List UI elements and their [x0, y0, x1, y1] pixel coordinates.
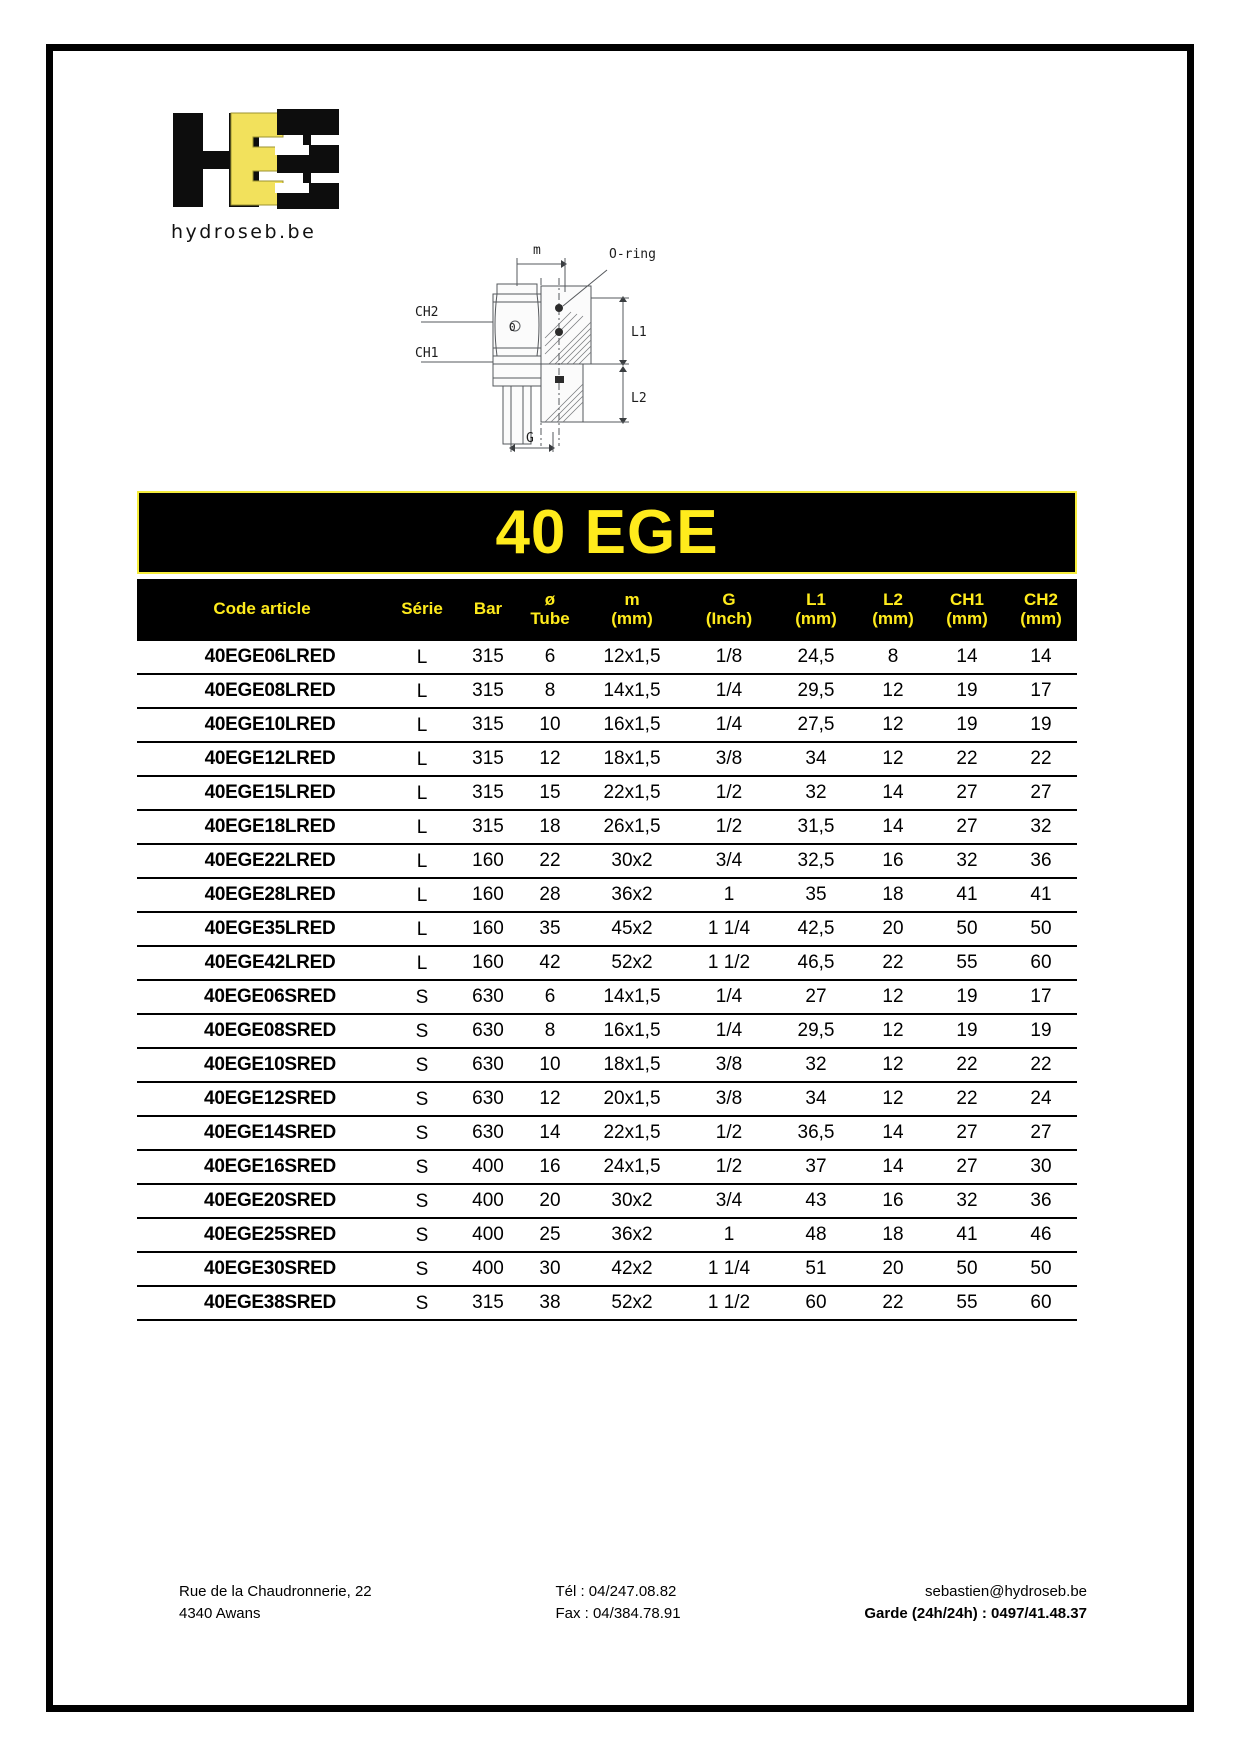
cell-ch2: 17 — [1005, 674, 1077, 708]
cell-ch2: 17 — [1005, 980, 1077, 1014]
column-header-ch1: CH1 (mm) — [929, 579, 1005, 641]
cell-bar: 315 — [457, 776, 519, 810]
cell-code-article: 40EGE20SRED — [137, 1184, 387, 1218]
cell-tube-diameter: 8 — [519, 1014, 581, 1048]
cell-l2: 16 — [857, 1184, 929, 1218]
cell-bar: 400 — [457, 1184, 519, 1218]
cell-g: 1 1/2 — [683, 946, 775, 980]
footer-address — [137, 1581, 372, 1625]
cell-code-article: 40EGE25SRED — [137, 1218, 387, 1252]
cell-l1: 29,5 — [775, 1014, 857, 1048]
page-content — [53, 51, 1187, 1705]
cell-code-article: 40EGE06LRED — [137, 641, 387, 674]
table-row — [137, 1184, 1077, 1218]
cell-serie: S — [387, 1218, 457, 1252]
cell-tube-diameter: 15 — [519, 776, 581, 810]
table-row — [137, 1048, 1077, 1082]
cell-g: 1/2 — [683, 1116, 775, 1150]
cell-bar: 400 — [457, 1150, 519, 1184]
cell-ch1: 19 — [929, 674, 1005, 708]
cell-serie: S — [387, 1150, 457, 1184]
cell-l2: 14 — [857, 776, 929, 810]
logo-wordmark: hydroseb.be — [171, 221, 317, 243]
table-row — [137, 1286, 1077, 1320]
cell-ch2: 27 — [1005, 1116, 1077, 1150]
cell-tube-diameter: 16 — [519, 1150, 581, 1184]
cell-l2: 14 — [857, 1150, 929, 1184]
cell-m: 36x2 — [581, 878, 683, 912]
cell-l2: 20 — [857, 912, 929, 946]
cell-l1: 24,5 — [775, 641, 857, 674]
cell-code-article: 40EGE15LRED — [137, 776, 387, 810]
cell-m: 26x1,5 — [581, 810, 683, 844]
cell-m: 22x1,5 — [581, 776, 683, 810]
cell-l1: 34 — [775, 742, 857, 776]
cell-l1: 32 — [775, 1048, 857, 1082]
cell-serie: L — [387, 946, 457, 980]
cell-ch1: 41 — [929, 878, 1005, 912]
table-row — [137, 912, 1077, 946]
footer-address-line2: 4340 Awans — [179, 1604, 261, 1622]
cell-tube-diameter: 22 — [519, 844, 581, 878]
company-logo — [165, 101, 395, 251]
cell-ch2: 22 — [1005, 1048, 1077, 1082]
table-header — [137, 579, 1077, 641]
cell-serie: L — [387, 641, 457, 674]
cell-bar: 315 — [457, 810, 519, 844]
table-row — [137, 878, 1077, 912]
cell-m: 20x1,5 — [581, 1082, 683, 1116]
cell-l2: 14 — [857, 1116, 929, 1150]
cell-ch1: 22 — [929, 742, 1005, 776]
cell-bar: 160 — [457, 946, 519, 980]
product-title-banner — [137, 491, 1077, 574]
cell-l1: 36,5 — [775, 1116, 857, 1150]
cell-m: 16x1,5 — [581, 708, 683, 742]
cell-g: 3/8 — [683, 1082, 775, 1116]
column-header-bar: Bar — [457, 579, 519, 641]
table-row — [137, 742, 1077, 776]
column-header-serie: Série — [387, 579, 457, 641]
cell-ch1: 19 — [929, 1014, 1005, 1048]
cell-l2: 12 — [857, 742, 929, 776]
cell-m: 22x1,5 — [581, 1116, 683, 1150]
cell-code-article: 40EGE30SRED — [137, 1252, 387, 1286]
cell-code-article: 40EGE12SRED — [137, 1082, 387, 1116]
cell-ch1: 32 — [929, 1184, 1005, 1218]
drawing-label-bore: 0 — [509, 321, 516, 334]
cell-m: 52x2 — [581, 1286, 683, 1320]
cell-bar: 630 — [457, 1048, 519, 1082]
drawing-label-l1: L1 — [631, 325, 647, 340]
cell-l2: 18 — [857, 1218, 929, 1252]
footer-contact-block — [864, 1581, 1087, 1625]
cell-ch2: 24 — [1005, 1082, 1077, 1116]
cell-serie: S — [387, 980, 457, 1014]
cell-tube-diameter: 20 — [519, 1184, 581, 1218]
cell-g: 1/4 — [683, 708, 775, 742]
cell-l1: 60 — [775, 1286, 857, 1320]
cell-code-article: 40EGE42LRED — [137, 946, 387, 980]
cell-m: 14x1,5 — [581, 980, 683, 1014]
cell-l1: 27 — [775, 980, 857, 1014]
table-row — [137, 946, 1077, 980]
cell-g: 3/8 — [683, 742, 775, 776]
cell-g: 3/8 — [683, 1048, 775, 1082]
cell-bar: 630 — [457, 980, 519, 1014]
column-header-ch2: CH2 (mm) — [1005, 579, 1077, 641]
cell-tube-diameter: 42 — [519, 946, 581, 980]
cell-code-article: 40EGE12LRED — [137, 742, 387, 776]
table-row — [137, 1252, 1077, 1286]
cell-bar: 315 — [457, 1286, 519, 1320]
cell-l2: 18 — [857, 878, 929, 912]
cell-l1: 48 — [775, 1218, 857, 1252]
cell-ch1: 50 — [929, 912, 1005, 946]
cell-ch1: 27 — [929, 776, 1005, 810]
cell-ch2: 19 — [1005, 1014, 1077, 1048]
cell-tube-diameter: 35 — [519, 912, 581, 946]
cell-g: 3/4 — [683, 1184, 775, 1218]
cell-ch1: 19 — [929, 708, 1005, 742]
footer-address-line1: Rue de la Chaudronnerie, 22 — [179, 1583, 372, 1600]
cell-bar: 315 — [457, 641, 519, 674]
specification-table-wrapper — [137, 579, 1077, 1321]
cell-serie: S — [387, 1184, 457, 1218]
cell-tube-diameter: 25 — [519, 1218, 581, 1252]
drawing-label-g: G — [526, 431, 534, 446]
cell-serie: S — [387, 1014, 457, 1048]
footer-garde: Garde (24h/24h) : 0497/41.48.37 — [864, 1604, 1087, 1622]
cell-m: 24x1,5 — [581, 1150, 683, 1184]
cell-bar: 315 — [457, 708, 519, 742]
cell-ch1: 27 — [929, 1150, 1005, 1184]
cell-ch2: 32 — [1005, 810, 1077, 844]
cell-ch1: 14 — [929, 641, 1005, 674]
table-body — [137, 641, 1077, 1320]
column-header-l2: L2 (mm) — [857, 579, 929, 641]
footer-phone-block — [555, 1581, 680, 1625]
column-header-m: m (mm) — [581, 579, 683, 641]
cell-code-article: 40EGE38SRED — [137, 1286, 387, 1320]
cell-ch1: 22 — [929, 1082, 1005, 1116]
cell-ch2: 50 — [1005, 1252, 1077, 1286]
cell-tube-diameter: 10 — [519, 708, 581, 742]
cell-l1: 27,5 — [775, 708, 857, 742]
cell-code-article: 40EGE18LRED — [137, 810, 387, 844]
cell-m: 12x1,5 — [581, 641, 683, 674]
cell-ch2: 36 — [1005, 1184, 1077, 1218]
cell-ch2: 14 — [1005, 641, 1077, 674]
table-header-row — [137, 579, 1077, 641]
specification-table — [137, 579, 1077, 1321]
cell-tube-diameter: 12 — [519, 742, 581, 776]
cell-m: 30x2 — [581, 1184, 683, 1218]
cell-l2: 16 — [857, 844, 929, 878]
column-header-tube-diameter: ø Tube — [519, 579, 581, 641]
cell-g: 1 1/2 — [683, 1286, 775, 1320]
cell-g: 3/4 — [683, 844, 775, 878]
cell-ch1: 27 — [929, 1116, 1005, 1150]
column-header-g: G (Inch) — [683, 579, 775, 641]
cell-ch1: 22 — [929, 1048, 1005, 1082]
table-row — [137, 641, 1077, 674]
cell-tube-diameter: 28 — [519, 878, 581, 912]
cell-code-article: 40EGE14SRED — [137, 1116, 387, 1150]
cell-tube-diameter: 18 — [519, 810, 581, 844]
table-row — [137, 1116, 1077, 1150]
cell-ch2: 22 — [1005, 742, 1077, 776]
cell-serie: S — [387, 1116, 457, 1150]
cell-bar: 400 — [457, 1218, 519, 1252]
drawing-label-ch1: CH1 — [415, 346, 439, 361]
cell-serie: L — [387, 878, 457, 912]
cell-ch1: 50 — [929, 1252, 1005, 1286]
cell-g: 1/8 — [683, 641, 775, 674]
cell-code-article: 40EGE22LRED — [137, 844, 387, 878]
cell-l2: 22 — [857, 1286, 929, 1320]
cell-bar: 630 — [457, 1014, 519, 1048]
footer-fax: Fax : 04/384.78.91 — [555, 1604, 681, 1622]
cell-ch1: 19 — [929, 980, 1005, 1014]
table-row — [137, 980, 1077, 1014]
cell-serie: L — [387, 708, 457, 742]
cell-code-article: 40EGE35LRED — [137, 912, 387, 946]
cell-l2: 12 — [857, 1048, 929, 1082]
cell-tube-diameter: 6 — [519, 641, 581, 674]
cell-tube-diameter: 38 — [519, 1286, 581, 1320]
cell-bar: 160 — [457, 912, 519, 946]
drawing-label-l2: L2 — [631, 391, 647, 406]
cell-l2: 14 — [857, 810, 929, 844]
page-footer — [137, 1581, 1087, 1625]
cell-serie: L — [387, 912, 457, 946]
cell-tube-diameter: 6 — [519, 980, 581, 1014]
cell-code-article: 40EGE10LRED — [137, 708, 387, 742]
cell-ch2: 36 — [1005, 844, 1077, 878]
cell-bar: 630 — [457, 1082, 519, 1116]
table-row — [137, 674, 1077, 708]
table-row — [137, 844, 1077, 878]
drawing-label-o-ring: O-ring — [609, 247, 656, 262]
cell-l1: 32,5 — [775, 844, 857, 878]
cell-l1: 51 — [775, 1252, 857, 1286]
cell-serie: L — [387, 844, 457, 878]
table-row — [137, 810, 1077, 844]
cell-l2: 12 — [857, 674, 929, 708]
table-row — [137, 1218, 1077, 1252]
cell-l2: 8 — [857, 641, 929, 674]
cell-l2: 12 — [857, 1014, 929, 1048]
cell-g: 1/4 — [683, 674, 775, 708]
cell-ch2: 30 — [1005, 1150, 1077, 1184]
cell-ch1: 32 — [929, 844, 1005, 878]
cell-l2: 12 — [857, 980, 929, 1014]
table-row — [137, 708, 1077, 742]
cell-m: 18x1,5 — [581, 1048, 683, 1082]
cell-ch2: 27 — [1005, 776, 1077, 810]
cell-m: 14x1,5 — [581, 674, 683, 708]
cell-g: 1 1/4 — [683, 1252, 775, 1286]
cell-m: 42x2 — [581, 1252, 683, 1286]
cell-l1: 46,5 — [775, 946, 857, 980]
cell-g: 1/2 — [683, 810, 775, 844]
drawing-label-m: m — [533, 243, 541, 258]
cell-serie: S — [387, 1286, 457, 1320]
cell-l2: 12 — [857, 1082, 929, 1116]
cell-ch1: 55 — [929, 946, 1005, 980]
cell-bar: 315 — [457, 674, 519, 708]
cell-tube-diameter: 14 — [519, 1116, 581, 1150]
drawing-label-ch2: CH2 — [415, 305, 439, 320]
cell-serie: L — [387, 776, 457, 810]
hss-monogram-icon — [165, 101, 355, 219]
cell-g: 1 — [683, 1218, 775, 1252]
cell-l1: 34 — [775, 1082, 857, 1116]
cell-g: 1/2 — [683, 1150, 775, 1184]
cell-ch2: 19 — [1005, 708, 1077, 742]
cell-serie: L — [387, 810, 457, 844]
table-row — [137, 1082, 1077, 1116]
cell-l2: 12 — [857, 708, 929, 742]
cell-ch2: 46 — [1005, 1218, 1077, 1252]
cell-serie: S — [387, 1252, 457, 1286]
cell-m: 16x1,5 — [581, 1014, 683, 1048]
cell-ch1: 27 — [929, 810, 1005, 844]
cell-tube-diameter: 30 — [519, 1252, 581, 1286]
cell-bar: 160 — [457, 878, 519, 912]
cell-l1: 37 — [775, 1150, 857, 1184]
cell-g: 1 — [683, 878, 775, 912]
cell-tube-diameter: 12 — [519, 1082, 581, 1116]
cell-l2: 20 — [857, 1252, 929, 1286]
cell-ch1: 41 — [929, 1218, 1005, 1252]
cell-code-article: 40EGE08LRED — [137, 674, 387, 708]
cell-bar: 400 — [457, 1252, 519, 1286]
footer-email[interactable]: sebastien@hydroseb.be — [925, 1583, 1087, 1600]
cell-code-article: 40EGE28LRED — [137, 878, 387, 912]
cell-code-article: 40EGE16SRED — [137, 1150, 387, 1184]
cell-code-article: 40EGE06SRED — [137, 980, 387, 1014]
cell-l1: 43 — [775, 1184, 857, 1218]
cell-g: 1/4 — [683, 980, 775, 1014]
cell-serie: S — [387, 1048, 457, 1082]
cell-g: 1/2 — [683, 776, 775, 810]
cell-l1: 29,5 — [775, 674, 857, 708]
cell-m: 52x2 — [581, 946, 683, 980]
cell-ch2: 50 — [1005, 912, 1077, 946]
cell-serie: L — [387, 742, 457, 776]
table-row — [137, 1014, 1077, 1048]
cell-ch1: 55 — [929, 1286, 1005, 1320]
cell-m: 30x2 — [581, 844, 683, 878]
cell-tube-diameter: 10 — [519, 1048, 581, 1082]
cell-l1: 35 — [775, 878, 857, 912]
cell-tube-diameter: 8 — [519, 674, 581, 708]
cell-ch2: 60 — [1005, 1286, 1077, 1320]
cell-l2: 22 — [857, 946, 929, 980]
table-row — [137, 1150, 1077, 1184]
cell-m: 45x2 — [581, 912, 683, 946]
cell-ch2: 41 — [1005, 878, 1077, 912]
page-title: 40 EGE — [495, 497, 719, 567]
table-row — [137, 776, 1077, 810]
cell-m: 18x1,5 — [581, 742, 683, 776]
cell-code-article: 40EGE08SRED — [137, 1014, 387, 1048]
column-header-code-article: Code article — [137, 579, 387, 641]
cell-serie: S — [387, 1082, 457, 1116]
cell-serie: L — [387, 674, 457, 708]
cell-l1: 32 — [775, 776, 857, 810]
column-header-l1: L1 (mm) — [775, 579, 857, 641]
cell-bar: 315 — [457, 742, 519, 776]
cell-ch2: 60 — [1005, 946, 1077, 980]
cell-bar: 630 — [457, 1116, 519, 1150]
cell-bar: 160 — [457, 844, 519, 878]
cell-code-article: 40EGE10SRED — [137, 1048, 387, 1082]
footer-tel: Tél : 04/247.08.82 — [555, 1583, 677, 1600]
fitting-cross-section-drawing — [393, 236, 713, 476]
cell-m: 36x2 — [581, 1218, 683, 1252]
cell-l1: 31,5 — [775, 810, 857, 844]
cell-g: 1 1/4 — [683, 912, 775, 946]
cell-l1: 42,5 — [775, 912, 857, 946]
cell-g: 1/4 — [683, 1014, 775, 1048]
